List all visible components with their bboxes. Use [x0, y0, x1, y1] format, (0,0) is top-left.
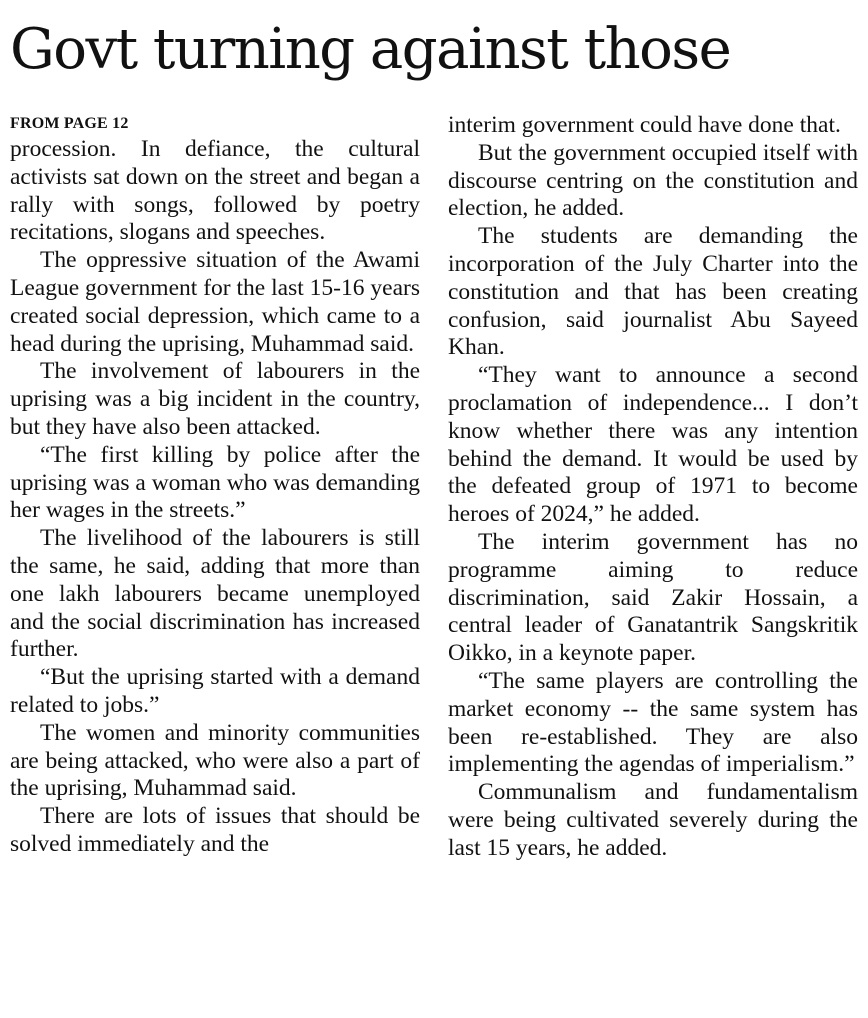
paragraph: interim government could have done that.: [448, 112, 841, 138]
paragraph: The women and minority communities are being attacked, who were also a part of the uprising, Muhammad said.: [10, 719, 420, 802]
paragraph: The involvement of labourers in the uprising was a big incident in the country, but they have also been attacked.: [10, 358, 420, 440]
headline: Govt turning against those: [10, 17, 731, 82]
paragraph: “The same players are controlling the market economy -- the same system has been re-established. They are also implementing the agendas of imperialism.”: [448, 667, 858, 778]
paragraph: “The first killing by police after the uprising was a woman who was demanding her wages in the streets.”: [10, 441, 420, 524]
paragraph: Communalism and fundamentalism were being cultivated severely during the last 15 years, he added.: [448, 779, 858, 861]
paragraph: The livelihood of the labourers is still the same, he said, adding that more than one lakh labourers became unemployed and the social discrimination has increased further.: [10, 525, 420, 663]
paragraph: “But the uprising started with a demand related to jobs.”: [10, 664, 420, 718]
paragraph: The interim government has no programme aiming to reduce discrimination, said Zakir Hossain, a central leader of Ganatantrik Sangskritik Oikko, in a keynote paper.: [448, 528, 858, 667]
article-column-left: [10, 112, 420, 859]
continued-from-label: FROM PAGE 12: [10, 115, 129, 132]
paragraph: The students are demanding the incorporation of the July Charter into the constitution and that has been creating confusion, said journalist Abu Sayeed Khan.: [448, 223, 858, 361]
paragraph: The oppressive situation of the Awami League government for the last 15-16 years created social depression, which came to a head during the uprising, Muhammad said.: [10, 247, 420, 357]
paragraph: There are lots of issues that should be solved immediately and the: [10, 803, 420, 857]
paragraph: But the government occupied itself with discourse centring on the constitution and election, he added.: [448, 139, 858, 222]
paragraph: “They want to announce a second proclamation of independence... I don’t know whether there was any intention behind the demand. It would be used by the defeated group of 1971 to become heroes of 2024,” he added.: [448, 362, 858, 528]
article-column-right: [448, 112, 858, 863]
paragraph: procession. In defiance, the cultural activists sat down on the street and began a rally with songs, followed by poetry recitations, slogans and speeches.: [10, 136, 420, 246]
